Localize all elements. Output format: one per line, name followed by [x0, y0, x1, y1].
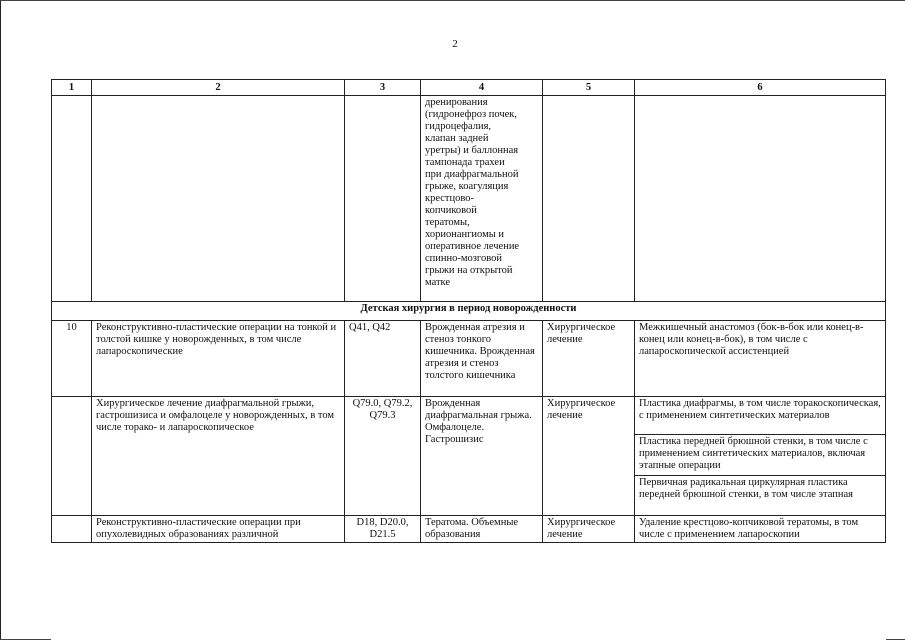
- section-title: Детская хирургия в период новорожденности: [52, 302, 886, 321]
- text-line: (гидронефроз почек,: [425, 109, 518, 120]
- icd-codes: Q41, Q42: [345, 321, 421, 397]
- column-header: 5: [543, 80, 635, 96]
- treatment-type: Хирургическое лечение: [543, 321, 635, 397]
- section-header-row: [52, 302, 886, 321]
- continued-model-cell: [421, 96, 543, 302]
- table-cell: [543, 96, 635, 302]
- page-top-edge: [0, 0, 905, 1]
- table-row: [52, 516, 886, 543]
- row-number: [52, 397, 92, 516]
- page-left-edge: [0, 0, 1, 640]
- patient-model: Врожденная диафрагмальная грыжа. Омфалоцеле. Гастрошизис: [421, 397, 543, 516]
- text-line: спинно-мозговой: [425, 253, 502, 264]
- text-line: тератомы,: [425, 217, 470, 228]
- text-line: грыже, коагуляция: [425, 181, 509, 192]
- page-number: 2: [452, 38, 458, 50]
- icd-codes: D18, D20.0, D21.5: [345, 516, 421, 543]
- column-header: 1: [52, 80, 92, 96]
- procedure-name: Реконструктивно-пластические операции на тонкой и толстой кишке у новорожденных, в том числе лапароскопические: [92, 321, 345, 397]
- text-line: дренирования: [425, 97, 488, 108]
- icd-codes: Q79.0, Q79.2, Q79.3: [345, 397, 421, 516]
- text-line: гидроцефалия,: [425, 121, 492, 132]
- text-line: тампонада трахеи: [425, 157, 505, 168]
- page-cut-off: [51, 573, 886, 640]
- treatment-type: Хирургическое лечение: [543, 516, 635, 543]
- patient-model: Тератома. Объемные образования: [421, 516, 543, 543]
- text-line: клапан задней: [425, 133, 489, 144]
- treatment-method: Пластика передней брюшной стенки, в том числе с применением синтетических материалов, включая этапные операции: [635, 435, 886, 476]
- text-line: грыжи на открытой: [425, 265, 513, 276]
- continuation-row: [52, 96, 886, 302]
- text-line: матке: [425, 277, 451, 288]
- table-row: [52, 321, 886, 397]
- column-header: 2: [92, 80, 345, 96]
- column-header: 4: [421, 80, 543, 96]
- text-line: при диафрагмальной: [425, 169, 519, 180]
- text-line: хорионангиомы и: [425, 229, 505, 240]
- table-cell: [52, 96, 92, 302]
- procedure-name: Реконструктивно-пластические операции при опухолевидных образованиях различной: [92, 516, 345, 543]
- text-line: уретры) и баллонная: [425, 145, 519, 156]
- table-cell: [92, 96, 345, 302]
- column-header: 3: [345, 80, 421, 96]
- row-number: [52, 516, 92, 543]
- table-cell: [345, 96, 421, 302]
- column-header: 6: [635, 80, 886, 96]
- medical-care-table: [51, 79, 886, 543]
- treatment-type: Хирургическое лечение: [543, 397, 635, 516]
- text-line: крестцово-: [425, 193, 475, 204]
- treatment-method: Удаление крестцово-копчиковой тератомы, в том числе с применением лапароскопии: [635, 516, 886, 543]
- patient-model: Врожденная атрезия и стеноз тонкого кишечника. Врожденная атрезия и стеноз толстого кишечника: [421, 321, 543, 397]
- table-header-row: [52, 80, 886, 96]
- treatment-method: Первичная радикальная циркулярная пластика передней брюшной стенки, в том числе этапная: [635, 476, 886, 516]
- table-row: [52, 397, 886, 435]
- treatment-method: Пластика диафрагмы, в том числе торакоскопическая, с применением синтетических материалов: [635, 397, 886, 435]
- row-number: 10: [52, 321, 92, 397]
- text-line: оперативное лечение: [425, 241, 520, 252]
- text-line: копчиковой: [425, 205, 477, 216]
- treatment-method: Межкишечный анастомоз (бок-в-бок или конец-в-конец или конец-в-бок), в том числе с лапароскопической ассистенцией: [635, 321, 886, 397]
- procedure-name: Хирургическое лечение диафрагмальной грыжи, гастрошизиса и омфалоцеле у новорожденных, в том числе торако- и лапароскопическое: [92, 397, 345, 516]
- table-cell: [635, 96, 886, 302]
